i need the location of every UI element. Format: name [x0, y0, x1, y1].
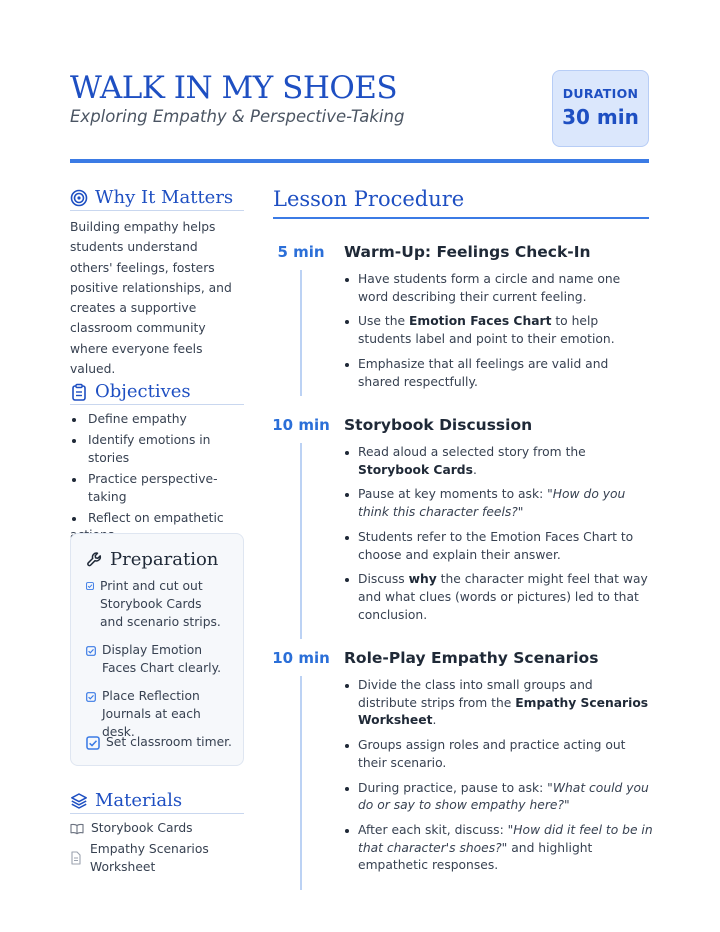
why-heading-label: Why It Matters: [95, 187, 234, 208]
list-item: During practice, pause to ask: "What could you do or say to show empathy here?": [344, 780, 654, 815]
list-item: After each skit, discuss: "How did it feel to be in that character's shoes?" and highlight empathetic responses.: [344, 822, 654, 875]
material-item: [70, 820, 193, 838]
step-time: 10 min: [272, 649, 330, 667]
material-label: Empathy Scenarios Worksheet: [90, 842, 209, 874]
procedure-divider: [273, 217, 649, 219]
list-item: Have students form a circle and name one word describing their current feeling.: [344, 271, 654, 306]
material-label: Storybook Cards: [91, 821, 193, 835]
prep-item: [86, 642, 234, 678]
clipboard-icon: [70, 383, 88, 401]
document-icon: [70, 851, 82, 865]
list-item: Divide the class into small groups and distribute strips from the Empathy Scenarios Worksheet.: [344, 677, 654, 730]
preparation-heading-label: Preparation: [110, 549, 219, 570]
materials-heading-label: Materials: [95, 790, 183, 811]
list-item: Read aloud a selected story from the Storybook Cards.: [344, 444, 654, 479]
step-title: Warm-Up: Feelings Check-In: [344, 243, 591, 261]
list-item: Reflect on empathetic: [70, 510, 246, 545]
preparation-heading: [86, 549, 218, 570]
list-item: Discuss why the character might feel that way and what clues (words or pictures) led to that conclusion.: [344, 571, 654, 624]
prep-item: [86, 578, 226, 631]
prep-item-label: Display Emotion Faces Chart clearly.: [102, 643, 222, 675]
timeline-line: [300, 270, 302, 396]
book-open-icon: [70, 822, 84, 836]
duration-value: 30 min: [562, 105, 639, 129]
list-item: Students refer to the Emotion Faces Chart to choose and explain their answer.: [344, 529, 654, 564]
material-item: [70, 841, 230, 876]
why-text: Building empathy helps students understand others' feelings, fosters positive relationships, and creates a supportive classroom community where everyone feels valued.: [70, 220, 232, 377]
step-title: Storybook Discussion: [344, 416, 533, 434]
materials-heading: [70, 788, 244, 814]
check-square-icon: [86, 582, 94, 590]
prep-item-label: Set classroom timer.: [106, 735, 232, 749]
timeline-line: [300, 443, 302, 639]
duration-box: [552, 70, 649, 147]
target-icon: [70, 189, 88, 207]
list-item: Emphasize that all feelings are valid and shared respectfully.: [344, 356, 654, 391]
list-item: Define empathy: [70, 411, 246, 429]
prep-item-label: Print and cut out Storybook Cards and scenario strips.: [100, 579, 221, 629]
check-square-icon: [86, 646, 96, 656]
step-bullets: [344, 444, 654, 632]
duration-label: DURATION: [562, 86, 639, 101]
list-item: Practice perspective-taking: [70, 471, 246, 506]
step-time: 5 min: [277, 243, 325, 261]
list-item: Groups assign roles and practice acting out their scenario.: [344, 737, 654, 772]
timeline-line: [300, 676, 302, 890]
objectives-heading-label: Objectives: [95, 381, 191, 402]
page-subtitle: Exploring Empathy & Perspective-Taking: [70, 107, 405, 126]
prep-item: [86, 734, 236, 752]
list-item: Use the Emotion Faces Chart to help students label and point to their emotion.: [344, 313, 654, 348]
procedure-heading: Lesson Procedure: [273, 187, 465, 211]
step-bullets: [344, 271, 654, 398]
preparation-panel: [70, 533, 244, 766]
list-item: Identify emotions in stories: [70, 432, 246, 467]
step-time: 10 min: [272, 416, 330, 434]
layers-icon: [70, 792, 88, 810]
step-title: Role-Play Empathy Scenarios: [344, 649, 599, 667]
wrench-icon: [86, 551, 104, 569]
check-square-icon: [86, 736, 100, 750]
list-item: Pause at key moments to ask: "How do you think this character feels?": [344, 486, 654, 521]
why-heading: [70, 185, 244, 211]
header-divider: [70, 159, 649, 163]
objectives-heading: [70, 379, 244, 405]
check-square-icon: [86, 692, 96, 702]
prep-item-label: Place Reflection Journals at each desk.: [102, 689, 201, 739]
step-bullets: [344, 677, 654, 882]
objectives-list: [70, 411, 246, 549]
page-title: WALK IN MY SHOES: [70, 70, 398, 106]
